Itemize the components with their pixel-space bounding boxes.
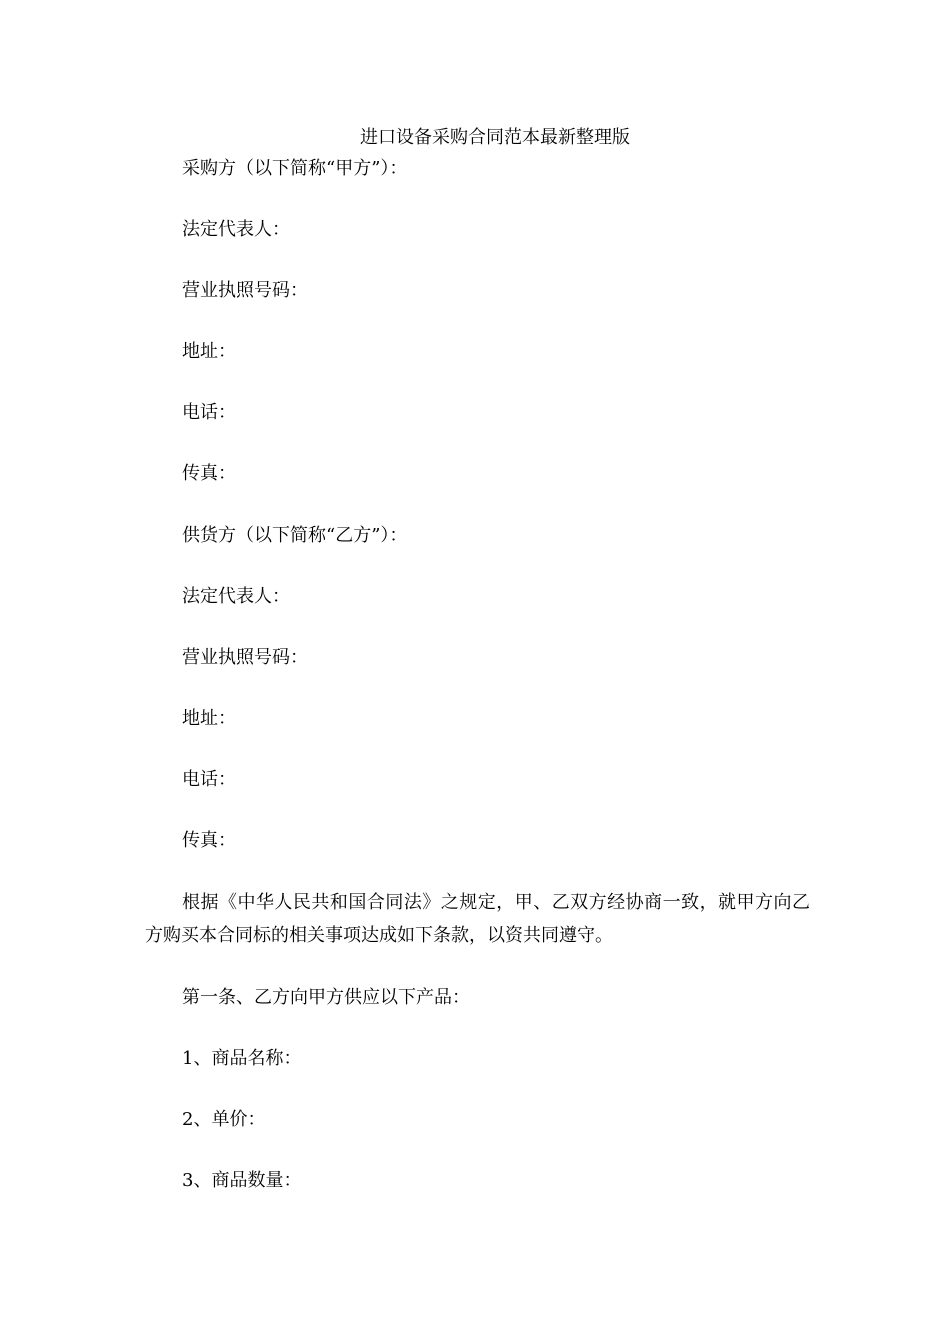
party-a-phone: 电话： bbox=[182, 402, 236, 423]
party-a-fax: 传真： bbox=[182, 463, 236, 484]
party-b-heading: 供货方（以下简称“乙方”）： bbox=[182, 525, 408, 546]
article-1-item: 1、商品名称： bbox=[182, 1048, 302, 1069]
party-b-fax: 传真： bbox=[182, 830, 236, 851]
article-1-item: 2、单价： bbox=[182, 1109, 266, 1130]
document-title: 进口设备采购合同范本最新整理版 bbox=[360, 127, 630, 148]
article-1-item: 3、商品数量： bbox=[182, 1170, 302, 1191]
party-a-address: 地址： bbox=[182, 341, 236, 362]
party-b-phone: 电话： bbox=[182, 769, 236, 790]
party-b-representative: 法定代表人： bbox=[182, 586, 290, 607]
party-b-license: 营业执照号码： bbox=[182, 647, 308, 668]
party-b-address: 地址： bbox=[182, 708, 236, 729]
party-a-representative: 法定代表人： bbox=[182, 219, 290, 240]
party-a-license: 营业执照号码： bbox=[182, 280, 308, 301]
preamble-paragraph: 根据《中华人民共和国合同法》之规定，甲、乙双方经协商一致，就甲方向乙方购买本合同标的相关事项达成如下条款，以资共同遵守。 bbox=[145, 892, 810, 946]
party-a-heading: 采购方（以下简称“甲方”）： bbox=[182, 158, 408, 179]
article-1-heading: 第一条、乙方向甲方供应以下产品： bbox=[182, 987, 470, 1008]
